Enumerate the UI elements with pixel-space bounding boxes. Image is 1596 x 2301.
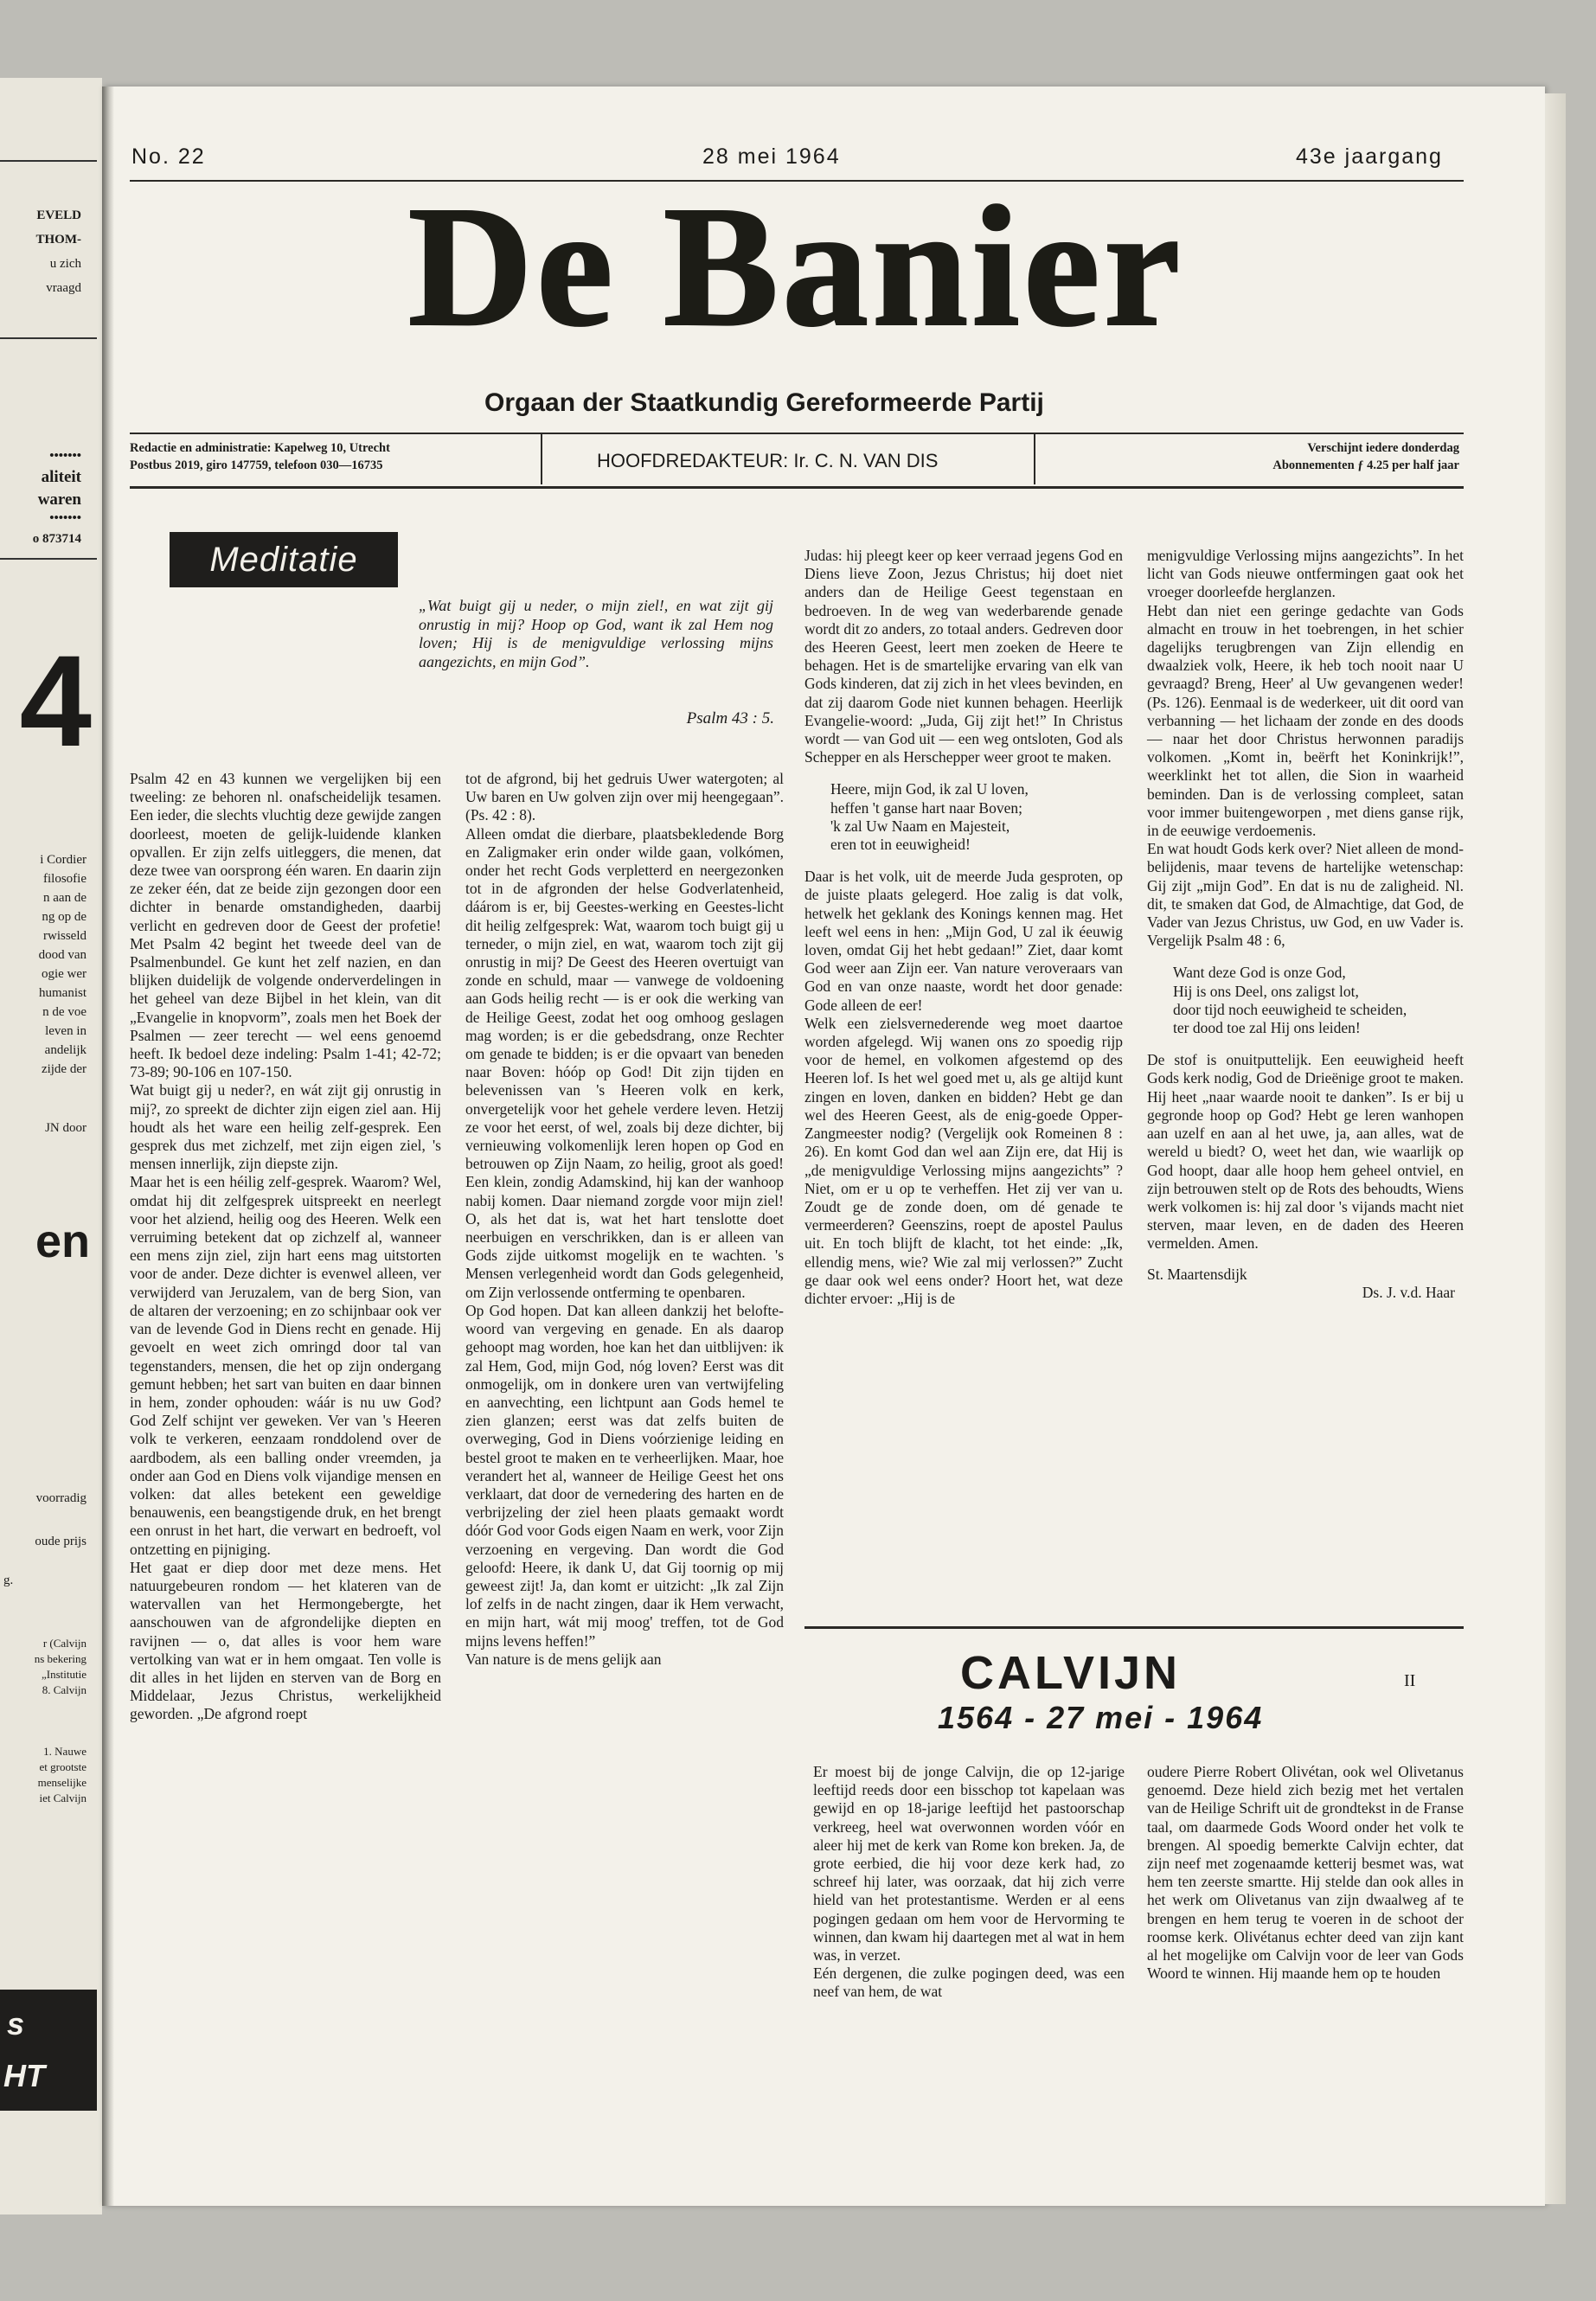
paragraph: Het gaat er diep door met deze mens. Het natuurgebeuren rondom — het klateren van de watervallen van het Hermongebergte, het aanschouwen van de afgrondelijke diepten en ravijnen — o, dat alles is voor hem ware vertolking van wat er in hem omgaat. Ten volle is dit alles in het lijden en sterven van de Borg en Middelaar, Jezus Christus, werkelijkheid geworden. „De afgrond roept bbox=[130, 1558, 441, 1723]
meditatie-column-4 bbox=[1147, 547, 1464, 1302]
info-divider bbox=[541, 434, 542, 484]
snippet: filosofie bbox=[43, 872, 87, 886]
calvijn-column-2: oudere Pierre Robert Olivétan, ook wel Olivetanus genoemd. Deze hield zich bezig met het vertalen van de Heilige Schrift uit de grondtekst in de Franse taal, om daarmede Gods Woord onder het volk te brengen. Al spoedig bemerkte Calvijn echter, dat zijn neef met zogenaamde ketterij besmet was, wat hem ten zeerste smartte. Hij stelde dan ook alles in het werk om Olivetanus van zijn dwaalweg af te brengen en hem terug te voeren in de schoot der roomse kerk. Olivétanus echter deed van zijn kant al het mogelijke om Calvijn voor de leer van Gods Woord te winnen. Hij maande hem op te houden bbox=[1147, 1763, 1464, 1983]
snippet: menselijke bbox=[37, 1776, 87, 1789]
epigraph-reference: Psalm 43 : 5. bbox=[686, 709, 774, 727]
paragraph: tot de afgrond, bij het gedruis Uwer watergoten; al Uw baren en Uw golven zijn over mij heengegaan”. (Ps. 42 : 8). bbox=[465, 770, 784, 824]
volume: 43e jaargang bbox=[1296, 144, 1443, 169]
snippet: HT bbox=[3, 2058, 45, 2093]
masthead-logo bbox=[311, 186, 1280, 350]
meditatie-column-2 bbox=[465, 770, 784, 1669]
calvijn-part: II bbox=[1404, 1671, 1416, 1690]
paragraph: Welk een zielsvernederende weg moet daartoe worden afgelegd. Wij wanen ons zo spoedig rijp voor de hemel, en volkomen afgestemd op des Heeren lof. Is het wel goed met u, als ge altijd kunt zingen en loven, danken en bidden? Hebt ge dan wel des Heeren Geest, als de enig-goede Opper-Zangmeester nodig? (Vergelijk ook Romeinen 8 : 26). En komt God dan wel aan Zijn ere, dat Hij is „de menigvuldige Verlossing mijns aangezichts” ? Niet, om er u op te verheffen. Het zij ver van u. Zoudt ge de zonde doen, om dé genade te vermeerderen? Geenszins, roept de apostel Paulus uit. En toch blijft de klacht, tot het einde: „Ik, ellendig mens, wie? Wie zal mij verlossen?” Zucht ge daar ook wel eens onder? Hoort het, wat deze dichter ervoer: „Hij is de bbox=[804, 1014, 1123, 1307]
snippet: rwisseld bbox=[43, 929, 87, 943]
snippet: aliteit bbox=[41, 468, 81, 486]
snippet: n de voe bbox=[42, 1005, 87, 1019]
snippet: i Cordier bbox=[40, 853, 87, 867]
snippet: ••••••• bbox=[49, 511, 81, 525]
paragraph: Op God hopen. Dat kan alleen dankzij het belofte-woord van vergeving en genade. En als daarop gehoopt mag worden, hoe kan het dan uitblijven: ik zal Hem, God, mijn God, nóg loven? Eerst was dit onmogelijk, om in donkere uren van vertwijfeling en aanvechting, een lichtpunt aan Gods hemel te zien glanzen; eerst was dat zelfs buiten de overweging, God in Diens voórzienige leiding en bestel groot te maken en te verheerlijken. Maar, hoe verandert het al, wanneer de Heilige Geest het ons verklaart, dat door de vernedering des harten en de verbrijzeling der ziel heen plaats gemaakt wordt dóór God voor Gods eigen Naam en werk, voor Zijn verzoening en vergeving. Dan wordt die God geloofd: Heere, ik dank U, dat Gij toornig op mij geweest zijt! Ja, dan komt er uitzicht: „Ik zal Zijn lof zelfs in de nacht zingen, daar ik Hem verwacht, en mijn hart, wát mij moog' treffen, tot de God mijns levens heffen!” bbox=[465, 1301, 784, 1650]
column-rule bbox=[0, 160, 97, 162]
calvijn-dates: 1564 - 27 mei - 1964 bbox=[938, 1700, 1264, 1735]
paragraph: Hebt dan niet een geringe gedachte van Gods almacht en trouw in het toebrengen, in het schier dagelijks terugbrengen van Zijn ellendig en dwaalziek volk, Heere, ik heb toch nooit naar U gevraagd? Breng, Heer' al Uw gevangenen weder! (Ps. 126). Eenmaal is de wederkeer, uit dit oord van verbanning — het lichaam der zonde en des doods — naar het door Christus herwonnen paradijs volkomen. „Komt in, beërft het Koninkrijk!”, weerklinkt het tot allen, die Sion in waarheid beminden. Dan is de verlossing compleet, satan voor immer buitengeworpen , met diens ganse rijk, in de eeuwige verdoemenis. bbox=[1147, 601, 1464, 840]
publication-line-1: Verschijnt iedere donderdag bbox=[1307, 441, 1459, 455]
calvijn-column-1: Er moest bij de jonge Calvijn, die op 12-jarige leeftijd reeds door een bisschop tot kapelaan was gewijd en op 18-jarige leeftijd het pastoorschap verkreeg, heel wat overwonnen worden vóór en aleer hij met de kerk van Rome kon breken. Ja, de grote eerbied, die hij voor deze kerk had, zo schreef hij later, was oorzaak, dat hij zich verre hield van het protestantisme. Werden er al eens pogingen gedaan om hem voor de Hervorming te winnen, dan kwam hij daartegen met al wat in hem was, in verzet. Eén dergenen, die zulke pogingen deed, was een neef van hem, de wat bbox=[813, 1763, 1125, 2001]
column-rule bbox=[0, 337, 97, 339]
editor: HOOFDREDAKTEUR: Ir. C. N. VAN DIS bbox=[597, 450, 939, 471]
snippet: 8. Calvijn bbox=[42, 1683, 87, 1696]
snippet: 1. Nauwe bbox=[43, 1745, 87, 1758]
meditatie-label: Meditatie bbox=[170, 532, 398, 587]
snippet: ogie wer bbox=[41, 967, 87, 981]
admin-line-2: Postbus 2019, giro 147759, telefoon 030—16735 bbox=[130, 458, 383, 472]
snippet: dood van bbox=[38, 948, 87, 962]
snippet: zijde der bbox=[41, 1062, 87, 1076]
paragraph: Alleen omdat die dierbare, plaatsbekledende Borg en Zaligmaker erin onder wilde gaan, volkómen, onder het recht Gods verpletterd en neergezonken tot in de afgronden der helse Godverlatenheid, dáárom is er, bij Geestes-werking en Geestes-licht dit heilig zelfgesprek: Wat, waarom toch buigt gij u terneder, o mijn ziel, en wat, waarom toch zijt gij onrustig in mij? De Geest des Heeren overtuigt van zonde en schuld, maar — vanwege de voldoening aan Gods heilig recht — is er ook die werking van de Heilige Geest, zodat het oog omhoog geslagen mag worden; is er die gebedsdrang, onze Rechter om genade te bidden; is er die opvaart van beneden naar Boven: hóóp op God! Dit zijn tijden en belevenissen van 's Heeren volk en kerk, onvergetelijk voor het gehele verdere leven. Hetzij ze voor het eerst, of wel, zoals bij deze dichter, bij vernieuwing volkomenlijk leren hopen op God en betrouwen op Zijn Naam, zo heilig, groot als goed! Een klein, zondig Adamskind, hij kan der wanhoop nabij komen. Daar niemand zorgde voor mijn ziel! O, als het dat is, wat het hart tenslotte doet neerbuigen en verschrikken, dan is er alleen van Gods zijde uitkomst mogelijk en te wachten. 's Mensen verlegenheid wordt dan Gods gelegenheid, om Zijn verlossende ontferming te openbaren. bbox=[465, 824, 784, 1301]
page-fold-shadow bbox=[102, 87, 114, 2206]
issue-date: 28 mei 1964 bbox=[702, 144, 841, 169]
subtitle: Orgaan der Staatkundig Gereformeerde Partij bbox=[484, 388, 1044, 417]
snippet: ••••••• bbox=[49, 449, 81, 463]
snippet: u zich bbox=[49, 257, 81, 271]
verse: Want deze God is onze God, Hij is ons Deel, ons zaligst lot, door tijd noch eeuwigheid te scheiden, ter dood toe zal Hij ons leiden! bbox=[1173, 964, 1407, 1037]
meditatie-column-3 bbox=[804, 547, 1123, 1308]
snippet: vraagd bbox=[46, 281, 81, 295]
info-rule-top bbox=[130, 433, 1464, 434]
paragraph: Judas: hij pleegt keer op keer verraad jegens God en Diens lieve Zoon, Jezus Christus; hij doet niet anders dan de Heilige Geest tegenstaan en bedroeven. In de weg van wederbarende genade wordt dit zo anders, zo totaal anders. Gedreven door des Heeren Geest, leert men zoeken de Heere te behagen. Het is de smartelijke ervaring van elk van Gods kinderen, dat zij zich in het vlees bevinden, en dat zij daarom Gode niet kunnen behagen. Heerlijk Evangelie-woord: „Juda, Gij zijt het!” In Christus wordt — van God uit — een weg ontsloten, God als Schepper en als Herschepper weer groot te maken. bbox=[804, 547, 1123, 766]
epigraph: „Wat buigt gij u neder, o mijn ziel!, en wat zijt gij onrustig in mij? Hoop op God, want ik zal Hem nog loven; Hij is de menigvuldige verlossing mijns aangezichts, en mijn God”. bbox=[419, 597, 773, 670]
paragraph: Psalm 42 en 43 kunnen we vergelijken bij een tweeling: ze behoren nl. onafscheidelijk tesamen. Een ieder, die slechts vluchtig deze gewijde zangen doorleest, moeten de gelijk-luidende klanken opvallen. Er zijn zelfs uitleggers, die menen, dat deze twee van oorsprong één waren. En daarin zijn ze zeker één, dat ze beide zijn gezongen door een dichter in benarde omstandigheden, daarbij verlicht en gedreven door de Geest der profetie! Met Psalm 42 begint het tweede deel van de Psalmenbundel. Ge kunt het zelf nazien, en dan blijken duidelijk de volgende onderverdelingen in het geheel van deze Bijbel in het klein, van dit „Evangelie in knopvorm”, zoals men het Boek der Psalmen — zeer terecht — wel eens genoemd heeft. Ik bedoel deze indeling: Psalm 1-41; 42-72; 73-89; 90-106 en 107-150. bbox=[130, 770, 441, 1081]
column-rule bbox=[0, 558, 97, 560]
snippet: waren bbox=[37, 490, 81, 509]
snippet: humanist bbox=[39, 986, 87, 1000]
previous-page-strip bbox=[0, 78, 102, 2214]
snippet: EVELD bbox=[36, 208, 81, 222]
info-divider bbox=[1034, 434, 1035, 484]
paragraph: Wat buigt gij u neder?, en wát zijt gij onrustig in mij?, zo spreekt de dichter zijn eigen ziel aan. Hij houdt als het ware een heilig zelf-gesprek. Een gesprek dus met zichzelf, met zijn eigen ziel, 's mensen innerlijk, zijn diepste zijn. bbox=[130, 1081, 441, 1173]
page-edge bbox=[1545, 93, 1566, 2204]
snippet: THOM- bbox=[35, 233, 81, 247]
calvijn-rule bbox=[804, 1626, 1464, 1629]
snippet: ns bekering bbox=[34, 1652, 87, 1665]
snippet: voorradig bbox=[35, 1491, 87, 1505]
snippet: n aan de bbox=[43, 891, 87, 905]
snippet-heading: en bbox=[35, 1215, 90, 1267]
admin-line-1: Redactie en administratie: Kapelweg 10, Utrecht bbox=[130, 441, 390, 455]
paragraph: En wat houdt Gods kerk over? Niet alleen de mond-belijdenis, maar tevens de hartelijke wetenschap: Gij zijt „mijn God”. En dat is nu de zaligheid. Nl. dit, te smaken dat God, de Almachtige, dat God, de Vader van Jezus Christus, uw God, en uw Vader is. Vergelijk Psalm 48 : 6, bbox=[1147, 840, 1464, 950]
calvijn-title: CALVIJN bbox=[960, 1647, 1182, 1699]
snippet: et grootste bbox=[39, 1760, 87, 1773]
header-rule bbox=[130, 180, 1464, 182]
snippet: JN door bbox=[45, 1121, 87, 1135]
author: Ds. J. v.d. Haar bbox=[1362, 1283, 1455, 1301]
issue-number: No. 22 bbox=[131, 144, 206, 169]
snippet: leven in bbox=[45, 1024, 87, 1038]
paragraph: menigvuldige Verlossing mijns aangezichts”. In het licht van Gods nieuwe ontfermingen gaat ook het vroeger doorleefde herglanzen. bbox=[1147, 547, 1464, 601]
snippet: s bbox=[7, 2006, 25, 2041]
meditatie-column-1 bbox=[130, 770, 441, 1724]
masthead-title: De Banier bbox=[407, 186, 1184, 350]
place: St. Maartensdijk bbox=[1147, 1265, 1247, 1283]
snippet: ng op de bbox=[42, 910, 87, 924]
info-rule-bottom bbox=[130, 486, 1464, 489]
paragraph: Daar is het volk, uit de meerde Juda gesproten, op de juiste plaats gelegerd. Hoe zalig is dat volk, hetwelk het geklank des Konings kennen mag. Het leeft wel eens in hen: „Mijn God, U zal ik éeuwig loven, omdat Gij het hebt gedaan!” Ziet, daar komt God weer aan Zijn eer. Van nature veroveraars van God en van onze naaste, wordt het door genade: Gode alleen de eer! bbox=[804, 868, 1123, 1014]
verse: Heere, mijn God, ik zal U loven, heffen 't ganse hart naar Boven; 'k zal Uw Naam en Majesteit, eren tot in eeuwigheid! bbox=[830, 780, 1029, 854]
paragraph: Van nature is de mens gelijk aan bbox=[465, 1650, 662, 1668]
snippet: g. bbox=[3, 1574, 14, 1587]
snippet: „Institutie bbox=[42, 1668, 87, 1681]
snippet: r (Calvijn bbox=[42, 1637, 87, 1650]
publication-line-2: Abonnementen ƒ 4.25 per half jaar bbox=[1272, 458, 1459, 472]
snippet-big-number: 4 bbox=[19, 628, 92, 773]
snippet: andelijk bbox=[44, 1043, 87, 1057]
snippet: oude prijs bbox=[35, 1535, 87, 1548]
snippet: iet Calvijn bbox=[39, 1791, 87, 1804]
paragraph: Maar het is een héilig zelf-gesprek. Waarom? Wel, omdat hij dit zelfgesprek uitspreekt en neerlegt voor het alziend, heilig oog des Heeren. Welk een verruiming betekent dat op zichzelf al, wanneer een mens zijn ziel, zijn hart eens mag uitstorten voor de ander. Deze dichter is evenwel alleen, ver verwijderd van Jeruzalem, van de berg Sion, van de altaren der verzoening; en zo schijnbaar ook ver van de levende God in Diens recht en genade. Hij gevoelt en weet zich omringd door tal van tegenstanders, mensen, die het op zijn ondergang gemunt hebben; het sart van buiten en daar binnen in hem, zonder ophouden: wáár is nu uw God? God Zelf schijnt ver geweken. Ver van 's Heeren volk te verkeren, eenzaam ronddolend over de aardbodem, als een balling onder vreemden, ja onder aan God en Diens volk vijandige mensen en volken: dat alles betekent een geweldige benauwenis, een beangstigende druk, en het brengt een onrust in het hart, die verwart en bedroeft, vol ontzetting en pijniging. bbox=[130, 1173, 441, 1558]
snippet: o 873714 bbox=[32, 532, 81, 546]
paragraph: De stof is onuitputtelijk. Een eeuwigheid heeft Gods kerk nodig, God de Drieënige groot te maken. Hij heet „naar waarde nooit te danken”. Is er bij u gegronde hoop op God? Hebt ge leren wanhopen aan uzelf en aan al het uwe, ja, aan alles, wat de wereld u biedt? O, weet het dan, wie waarlijk op God hoopt, daar alle hoop hem geheel ontviel, en zijn betrouwen stelt op de Rots des behoudts, Wiens werk volkomen is: hij zal door 's vijands macht niet sterven, maar leven, en de daden des Heeren vermelden. Amen. bbox=[1147, 1051, 1464, 1253]
